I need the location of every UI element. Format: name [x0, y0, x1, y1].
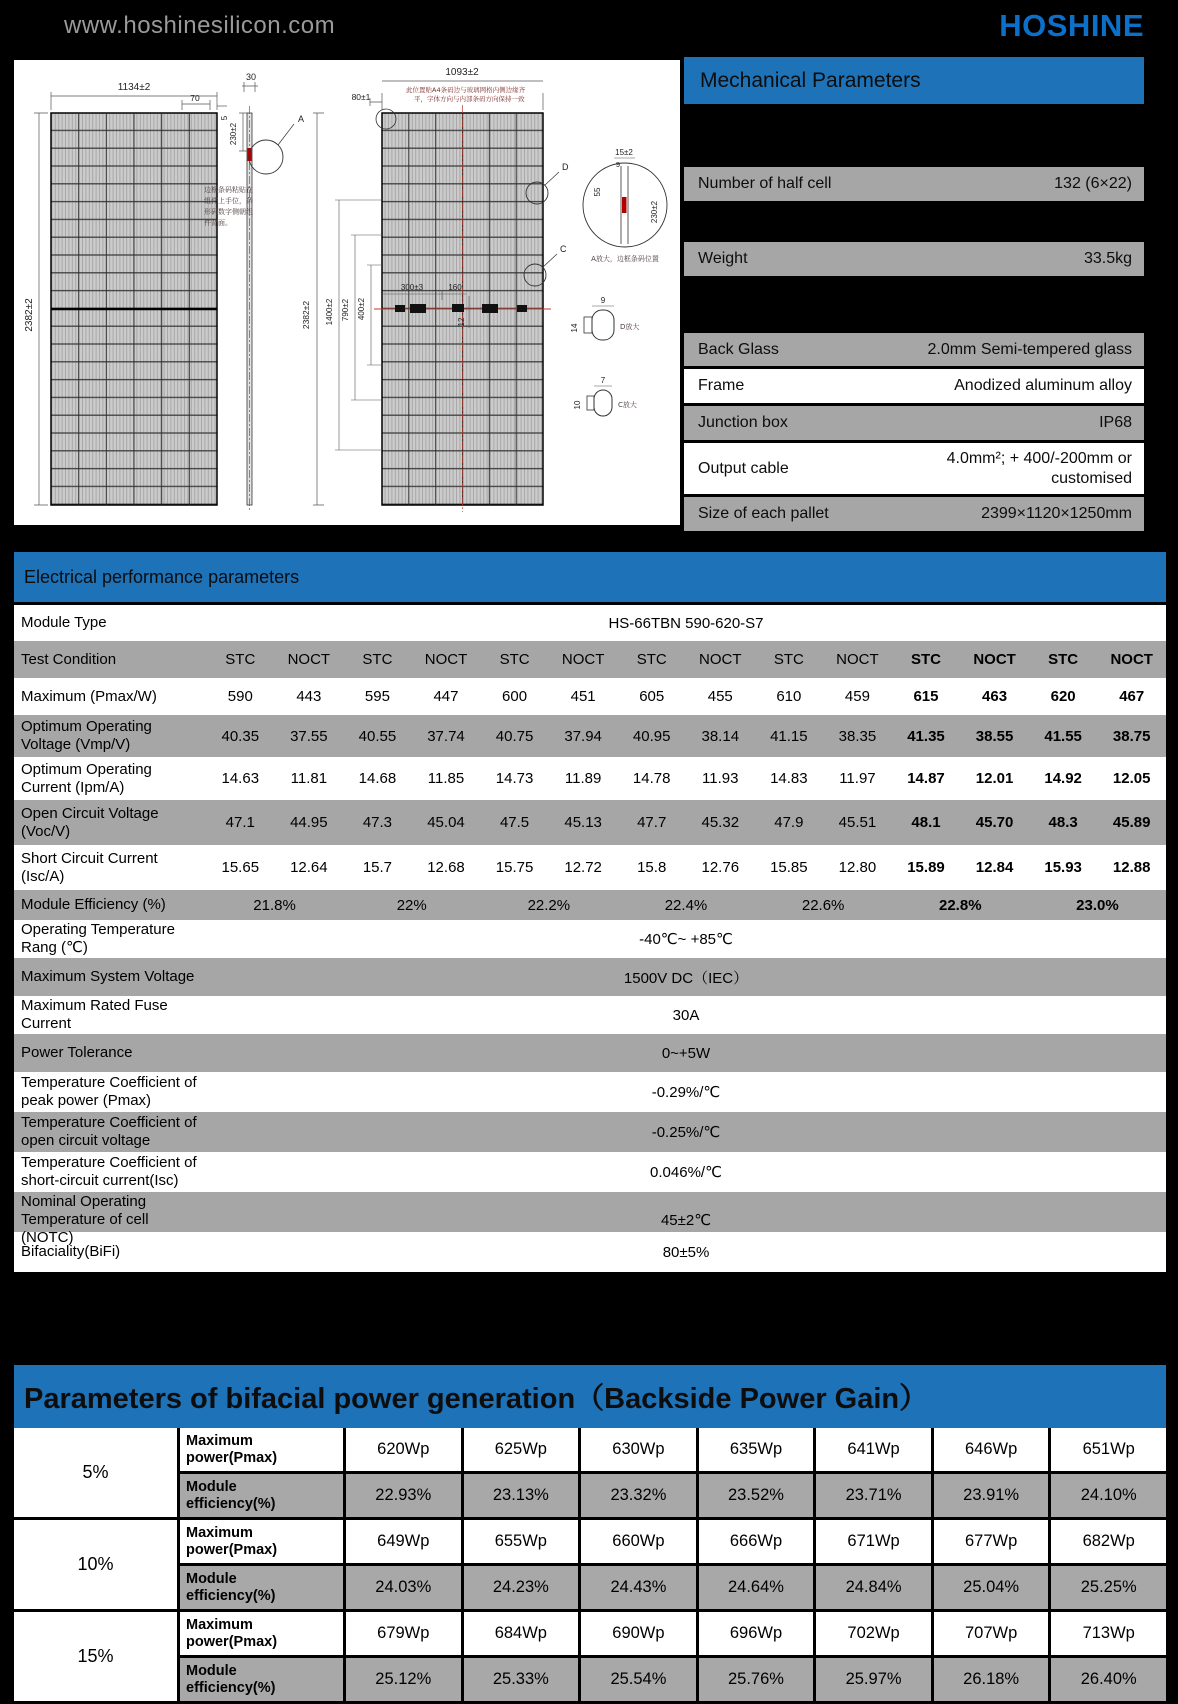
module-efficiency-cell: 22.4% [664, 896, 708, 914]
bifacial-efficiency-cell: 23.91% [934, 1474, 1049, 1517]
test-condition-row [14, 641, 1166, 678]
back-dim-300: 300±3 [400, 283, 424, 292]
electrical-info-value: 1500V DC（IEC） [623, 969, 749, 987]
bifacial-power-label: Maximum power(Pmax) [180, 1520, 343, 1563]
electrical-value-cell: 48.1 [911, 814, 941, 831]
electrical-value-cell: 45.13 [564, 814, 602, 831]
brand-logo: HOSHINE [999, 8, 1144, 43]
bifacial-power-cell: 630Wp [581, 1428, 696, 1471]
detail-a-t: 9 [615, 160, 621, 169]
electrical-value-cell: 15.8 [637, 859, 667, 876]
bifacial-power-cell: 684Wp [464, 1612, 579, 1655]
detail-d-caption: D放大 [620, 323, 640, 331]
electrical-value-cell: 14.92 [1044, 770, 1082, 787]
bifacial-efficiency-cell: 23.13% [464, 1474, 579, 1517]
electrical-value-cell: 14.73 [495, 770, 534, 787]
electrical-value-cell: 11.81 [290, 770, 328, 787]
panel-drawing-svg [14, 60, 680, 525]
back-dim-400: 400±2 [357, 297, 366, 321]
electrical-param-row [14, 715, 1166, 757]
mechanical-row-value: IP68 [1099, 414, 1132, 431]
mechanical-row [684, 406, 1144, 440]
bifacial-efficiency-cell: 24.84% [816, 1566, 931, 1609]
electrical-value-cell: 47.9 [774, 814, 804, 831]
mechanical-row-label: Size of each pallet [698, 505, 829, 522]
electrical-value-cell: 14.68 [358, 770, 397, 787]
mechanical-row-label: Frame [698, 377, 745, 394]
electrical-value-cell: 15.89 [907, 859, 945, 876]
bifacial-section [14, 1365, 1166, 1701]
bifacial-power-label: Maximum power(Pmax) [180, 1428, 343, 1471]
electrical-info-label: Maximum System Voltage [21, 968, 195, 985]
mechanical-row [684, 497, 1144, 531]
electrical-info-row [14, 958, 1166, 996]
electrical-value-cell: 443 [296, 688, 322, 705]
bifacial-efficiency-cell: 24.03% [346, 1566, 461, 1609]
test-condition-cell: NOCT [561, 651, 605, 668]
electrical-value-cell: 47.5 [499, 814, 530, 831]
back-dim-790: 790±2 [341, 298, 350, 322]
electrical-value-cell: 38.14 [701, 727, 740, 745]
bifacial-gain-cell: 10% [14, 1520, 177, 1609]
front-offset-dim: 70 [190, 93, 200, 103]
detail-a [583, 148, 667, 264]
bifacial-power-cell: 713Wp [1051, 1612, 1166, 1655]
test-condition-cell: STC [773, 651, 804, 668]
electrical-info-value: -0.29%/℃ [651, 1084, 721, 1101]
electrical-title: Electrical performance parameters [14, 552, 1166, 602]
svg-text:组件上手位，条: 组件上手位，条 [204, 197, 253, 205]
module-efficiency-cell: 22.2% [527, 896, 571, 914]
electrical-param-label: Maximum (Pmax/W) [21, 687, 157, 705]
electrical-param-row [14, 757, 1166, 800]
bifacial-power-cell: 625Wp [464, 1428, 579, 1471]
electrical-info-label: Nominal Operating Temperature of cell (NOTC) [21, 1193, 149, 1246]
bifacial-power-cell: 649Wp [346, 1520, 461, 1563]
detail-a-pos: 230±2 [650, 200, 659, 224]
back-corner-dim: 80±1 [351, 92, 371, 102]
test-condition-cell: STC [910, 651, 941, 668]
module-type-label: Module Type [21, 614, 107, 631]
back-dim-160: 160 [448, 283, 462, 292]
bifacial-efficiency-label: Module efficiency(%) [180, 1474, 343, 1517]
mechanical-row-value: 2.0mm Semi-tempered glass [927, 340, 1132, 358]
detail-a-len: 55 [593, 187, 602, 197]
electrical-value-cell: 40.75 [495, 727, 534, 745]
detail-d-w: 9 [600, 296, 606, 305]
bifacial-efficiency-label: Module efficiency(%) [180, 1566, 343, 1609]
module-efficiency-cell: 22.6% [801, 896, 845, 914]
mechanical-row-value: Anodized aluminum alloy [954, 377, 1132, 394]
electrical-param-label: Short Circuit Current (Isc/A) [21, 849, 158, 885]
electrical-param-row [14, 678, 1166, 715]
technical-drawing [14, 60, 680, 525]
bifacial-power-cell: 696Wp [699, 1612, 814, 1655]
bifacial-efficiency-cell: 26.18% [934, 1658, 1049, 1701]
detail-d-h: 14 [570, 323, 579, 333]
electrical-info-value: -0.25%/℃ [651, 1124, 721, 1141]
detail-c-caption: C放大 [618, 401, 637, 409]
svg-text:形码数字侧朝组: 形码数字侧朝组 [204, 208, 253, 216]
bifacial-efficiency-cell: 23.71% [816, 1474, 931, 1517]
bifacial-power-cell: 702Wp [816, 1612, 931, 1655]
bifacial-efficiency-cell: 25.76% [699, 1658, 814, 1701]
bifacial-efficiency-cell: 24.10% [1051, 1474, 1166, 1517]
electrical-value-cell: 45.89 [1112, 814, 1151, 831]
bifacial-efficiency-cell: 26.40% [1051, 1658, 1166, 1701]
bifacial-power-cell: 635Wp [699, 1428, 814, 1471]
module-efficiency-cell: 22% [396, 896, 427, 914]
mechanical-section [684, 57, 1144, 535]
electrical-value-cell: 12.88 [1112, 859, 1151, 876]
bifacial-efficiency-cell: 25.33% [464, 1658, 579, 1701]
electrical-value-cell: 41.55 [1044, 727, 1082, 745]
electrical-value-cell: 38.35 [838, 727, 877, 745]
electrical-info-label: Power Tolerance [21, 1044, 133, 1061]
electrical-param-row [14, 800, 1166, 845]
bifacial-efficiency-cell: 25.25% [1051, 1566, 1166, 1609]
mechanical-row-value: 132 (6×22) [1054, 175, 1132, 192]
electrical-value-cell: 45.32 [701, 814, 740, 831]
mechanical-title: Mechanical Parameters [684, 57, 1144, 104]
electrical-value-cell: 14.83 [770, 770, 808, 787]
electrical-value-cell: 11.97 [839, 770, 876, 787]
detail-d [570, 296, 639, 340]
electrical-value-cell: 44.95 [290, 814, 328, 831]
test-condition-cell: NOCT [836, 651, 879, 668]
mechanical-row-label: Number of half cell [698, 175, 832, 192]
bifacial-efficiency-cell: 25.97% [816, 1658, 931, 1701]
electrical-value-cell: 451 [570, 688, 596, 705]
electrical-value-cell: 12.64 [290, 859, 328, 876]
electrical-value-cell: 37.94 [564, 727, 602, 745]
electrical-info-row [14, 1112, 1166, 1152]
test-condition-cell: STC [1048, 651, 1079, 668]
mechanical-row [684, 369, 1144, 403]
electrical-info-value: 0.046%/℃ [650, 1164, 722, 1181]
electrical-value-cell: 11.93 [702, 770, 739, 787]
mechanical-row-value: 4.0mm²; + 400/-200mm or customised [946, 449, 1132, 487]
mechanical-row-value: 2399×1120×1250mm [981, 505, 1132, 522]
electrical-value-cell: 605 [639, 688, 665, 705]
electrical-value-cell: 463 [982, 688, 1008, 705]
electrical-value-cell: 610 [776, 688, 802, 705]
electrical-value-cell: 12.80 [838, 859, 877, 876]
bifacial-power-cell: 651Wp [1051, 1428, 1166, 1471]
electrical-value-cell: 600 [502, 688, 528, 705]
test-condition-cell: STC [362, 651, 393, 668]
mechanical-row-label: Junction box [698, 414, 788, 431]
electrical-param-label: Open Circuit Voltage (Voc/V) [21, 804, 159, 840]
back-view [301, 67, 569, 512]
bifacial-power-cell: 660Wp [581, 1520, 696, 1563]
module-type-value: HS-66TBN 590-620-S7 [608, 614, 764, 632]
mechanical-row [684, 242, 1144, 276]
bifacial-efficiency-cell: 25.12% [346, 1658, 461, 1701]
bifacial-efficiency-cell: 23.32% [581, 1474, 696, 1517]
bifacial-efficiency-cell: 25.54% [581, 1658, 696, 1701]
back-detail-c-ref: C [560, 244, 567, 254]
test-condition-label: Test Condition [21, 650, 117, 668]
back-detail-d-ref: D [562, 162, 569, 172]
detail-c-h: 10 [573, 400, 582, 410]
electrical-info-row [14, 1152, 1166, 1192]
front-view [24, 82, 229, 505]
bifacial-gain-cell: 15% [14, 1612, 177, 1701]
test-condition-cell: NOCT [1110, 651, 1153, 668]
bifacial-efficiency-cell: 22.93% [346, 1474, 461, 1517]
electrical-value-cell: 37.55 [290, 727, 328, 745]
electrical-value-cell: 47.7 [637, 814, 667, 831]
bifacial-efficiency-cell: 25.04% [934, 1566, 1049, 1609]
bifacial-power-cell: 671Wp [816, 1520, 931, 1563]
test-condition-cell: NOCT [973, 651, 1016, 668]
electrical-value-cell: 12.05 [1112, 770, 1151, 787]
electrical-value-cell: 459 [844, 688, 870, 705]
module-efficiency-cell: 21.8% [253, 896, 296, 914]
mechanical-row-label: Back Glass [698, 340, 779, 358]
electrical-info-row [14, 996, 1166, 1034]
test-condition-cell: NOCT [699, 651, 742, 668]
electrical-value-cell: 41.15 [770, 727, 808, 745]
back-dim-12: 12 [457, 317, 466, 327]
bifacial-power-cell: 666Wp [699, 1520, 814, 1563]
electrical-param-label: Optimum Operating Current (Ipm/A) [21, 760, 152, 796]
mechanical-row-label: Weight [698, 250, 748, 267]
svg-text:件背面。: 件背面。 [204, 219, 232, 227]
electrical-info-label: Maximum Rated Fuse Current [21, 997, 168, 1032]
electrical-info-label: Temperature Coefficient of short-circuit current(Isc) [21, 1154, 197, 1189]
electrical-value-cell: 590 [227, 688, 253, 705]
bifacial-power-cell: 641Wp [816, 1428, 931, 1471]
back-width-dim: 1093±2 [445, 67, 479, 78]
electrical-value-cell: 15.65 [221, 859, 260, 876]
module-type-row [14, 605, 1166, 641]
electrical-info-row [14, 1192, 1166, 1246]
bifacial-efficiency-cell: 24.43% [581, 1566, 696, 1609]
electrical-table [14, 605, 1166, 1272]
electrical-value-cell: 45.70 [975, 814, 1014, 831]
back-height-dim: 2382±2 [301, 300, 311, 330]
electrical-info-label: Bifaciality(BiFi) [21, 1243, 121, 1260]
back-note-2: 平，字体方向与内部条码方向保持一致 [414, 95, 525, 103]
electrical-value-cell: 47.3 [362, 814, 393, 831]
electrical-info-value: 80±5% [662, 1243, 710, 1261]
module-efficiency-label: Module Efficiency (%) [21, 896, 166, 913]
electrical-value-cell: 12.01 [975, 770, 1014, 787]
detail-a-caption: A放大，边框条码位置 [591, 255, 659, 263]
detail-c [573, 376, 637, 416]
electrical-value-cell: 14.87 [907, 770, 945, 787]
electrical-value-cell: 15.93 [1044, 859, 1082, 876]
electrical-value-cell: 12.84 [975, 859, 1014, 876]
electrical-info-row [14, 1072, 1166, 1112]
bifacial-power-cell: 620Wp [346, 1428, 461, 1471]
electrical-info-label: Operating Temperature Rang (℃) [21, 921, 175, 956]
electrical-value-cell: 47.1 [225, 814, 255, 831]
bifacial-power-cell: 655Wp [464, 1520, 579, 1563]
bifacial-power-cell: 646Wp [934, 1428, 1049, 1471]
bifacial-title: Parameters of bifacial power generation（Backside Power Gain） [14, 1365, 1166, 1428]
electrical-info-value: 30A [672, 1006, 700, 1024]
bifacial-power-cell: 707Wp [934, 1612, 1049, 1655]
electrical-value-cell: 45.51 [838, 814, 877, 831]
detail-a-w: 15±2 [615, 148, 633, 157]
mechanical-row [684, 167, 1144, 201]
bifacial-power-cell: 677Wp [934, 1520, 1049, 1563]
test-condition-cell: STC [636, 651, 667, 668]
bifacial-power-label: Maximum power(Pmax) [180, 1612, 343, 1655]
electrical-value-cell: 15.7 [362, 859, 393, 876]
bifacial-efficiency-cell: 24.64% [699, 1566, 814, 1609]
electrical-value-cell: 11.89 [564, 770, 602, 787]
electrical-value-cell: 40.55 [358, 727, 397, 745]
electrical-value-cell: 12.72 [564, 859, 602, 876]
svg-text:边框条码粘贴在: 边框条码粘贴在 [204, 186, 253, 194]
front-edge-dim: 5 [220, 115, 229, 121]
mechanical-row [684, 333, 1144, 366]
bifacial-table [14, 1428, 1166, 1701]
electrical-value-cell: 467 [1119, 688, 1145, 705]
electrical-value-cell: 11.85 [427, 770, 465, 787]
test-condition-cell: STC [499, 651, 530, 668]
electrical-section [14, 552, 1166, 1272]
electrical-value-cell: 615 [913, 688, 939, 705]
front-height-dim: 2382±2 [24, 298, 35, 332]
test-condition-cell: NOCT [424, 651, 468, 668]
electrical-value-cell: 40.95 [632, 727, 671, 745]
electrical-value-cell: 14.78 [632, 770, 671, 787]
module-efficiency-cell: 23.0% [1076, 896, 1119, 914]
electrical-param-label: Optimum Operating Voltage (Vmp/V) [21, 718, 152, 753]
electrical-info-label: Temperature Coefficient of open circuit voltage [21, 1114, 197, 1149]
test-condition-cell: NOCT [287, 651, 331, 668]
side-detail-ref: A [298, 114, 305, 124]
back-dim-1400: 1400±2 [325, 298, 334, 326]
electrical-value-cell: 15.75 [495, 859, 534, 876]
bifacial-efficiency-cell: 23.52% [699, 1474, 814, 1517]
electrical-value-cell: 41.35 [907, 727, 945, 745]
back-note-1: 此位置贴A4条码边与玻璃网格内侧边缘齐 [406, 86, 526, 94]
side-view [204, 72, 304, 512]
electrical-value-cell: 38.55 [975, 727, 1014, 745]
bifacial-power-cell: 682Wp [1051, 1520, 1166, 1563]
electrical-param-row [14, 845, 1166, 890]
mechanical-row-label: Output cable [698, 459, 789, 477]
electrical-value-cell: 45.04 [427, 814, 465, 831]
bifacial-efficiency-label: Module efficiency(%) [180, 1658, 343, 1701]
electrical-info-value: -40℃~ +85℃ [639, 931, 733, 948]
module-efficiency-cell: 22.8% [939, 896, 982, 914]
electrical-value-cell: 40.35 [221, 727, 260, 745]
detail-c-w: 7 [600, 376, 606, 385]
electrical-value-cell: 15.85 [770, 859, 808, 876]
bifacial-gain-cell: 5% [14, 1428, 177, 1517]
site-url: www.hoshinesilicon.com [64, 12, 336, 39]
electrical-info-value: 45±2℃ [660, 1212, 712, 1229]
mechanical-row [684, 443, 1144, 494]
electrical-value-cell: 595 [364, 688, 390, 705]
bifacial-power-cell: 679Wp [346, 1612, 461, 1655]
side-thickness-dim: 30 [245, 72, 257, 82]
mechanical-row-value: 33.5kg [1083, 250, 1132, 267]
electrical-info-row [14, 920, 1166, 958]
electrical-value-cell: 12.76 [701, 859, 740, 876]
front-width-dim: 1134±2 [117, 82, 151, 93]
bifacial-power-cell: 690Wp [581, 1612, 696, 1655]
electrical-info-label: Temperature Coefficient of peak power (Pmax) [21, 1074, 197, 1109]
electrical-value-cell: 37.74 [427, 727, 465, 745]
bifacial-efficiency-cell: 24.23% [464, 1566, 579, 1609]
electrical-value-cell: 38.75 [1112, 727, 1151, 745]
electrical-value-cell: 455 [707, 688, 733, 705]
side-barcode-dim: 230±2 [229, 122, 238, 146]
electrical-value-cell: 620 [1050, 688, 1076, 705]
electrical-info-value: 0~+5W [661, 1044, 711, 1062]
electrical-info-row [14, 1034, 1166, 1072]
test-condition-cell: STC [225, 651, 256, 668]
electrical-value-cell: 48.3 [1048, 814, 1078, 831]
electrical-value-cell: 12.68 [427, 859, 465, 876]
module-efficiency-row [14, 890, 1166, 920]
electrical-value-cell: 447 [433, 688, 459, 705]
electrical-value-cell: 14.63 [221, 770, 260, 787]
